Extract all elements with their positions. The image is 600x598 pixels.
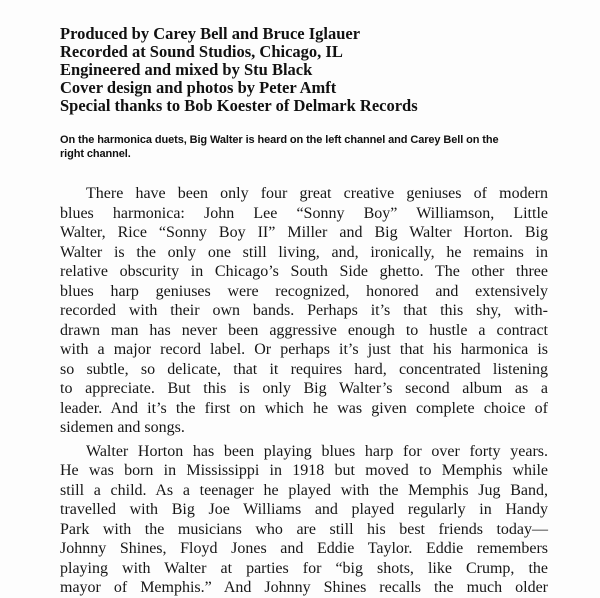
essay-paragraph-1 <box>60 184 548 438</box>
essay-line: Walter, Rice “Sonny Boy II” Miller and Big Walter Horton. Big <box>60 224 548 241</box>
essay-line: drawn man has never been aggressive enough to hustle a contract <box>60 321 548 339</box>
essay-line: Johnny Shines, Floyd Jones and Eddie Taylor. Eddie remembers <box>60 540 548 557</box>
essay-paragraph-2 <box>60 442 548 598</box>
essay-line: Walter is the only one still living, and, ironically, he remains in <box>60 243 548 261</box>
credit-recording-studio: Recorded at Sound Studios, Chicago, IL <box>60 42 343 61</box>
essay-line: sidemen and songs. <box>60 419 185 436</box>
credit-producer: Produced by Carey Bell and Bruce Iglauer <box>60 24 361 43</box>
essay-line: to appreciate. But this is only Big Walter’s second album as a <box>60 380 548 397</box>
essay-line: still a child. As a teenager he played with the Memphis Jug Band, <box>60 481 548 499</box>
channel-note-line-1: On the harmonica duets, Big Walter is heard on the left channel and Carey Bell on the <box>60 134 499 146</box>
credit-engineer: Engineered and mixed by Stu Black <box>60 60 313 79</box>
essay-line: Park with the musicians who are still his best friends today— <box>60 520 548 538</box>
essay-line: blues harp geniuses were recognized, honored and extensively <box>60 282 548 300</box>
essay-line: relative obscurity in Chicago’s South Side ghetto. The other three <box>60 263 548 280</box>
essay-line: recorded with their own bands. Perhaps it’s that this shy, with- <box>60 302 548 319</box>
essay-line: leader. And it’s the first on which he was given complete choice of <box>60 399 548 417</box>
credit-special-thanks: Special thanks to Bob Koester of Delmark Records <box>60 96 418 115</box>
essay-line: mayor of Memphis.” And Johnny Shines recalls the much older <box>60 579 548 596</box>
credits-list <box>60 25 580 115</box>
essay-line: so subtle, so delicate, that it requires hard, concentrated listening <box>60 360 548 378</box>
channel-note-line-2: right channel. <box>60 147 131 160</box>
essay-line: He was born in Mississippi in 1918 but moved to Memphis while <box>60 462 548 479</box>
credit-cover-design: Cover design and photos by Peter Amft <box>60 78 337 97</box>
essay-line: with a major record label. Or perhaps it’s just that his harmonica is <box>60 341 548 358</box>
essay-line: playing with Walter at parties for “big shots, like Crump, the <box>60 559 548 577</box>
essay-line: Walter Horton has been playing blues harp for over forty years. <box>86 442 548 460</box>
essay-line: There have been only four great creative geniuses of modern <box>86 185 548 202</box>
essay-line: travelled with Big Joe Williams and played regularly in Handy <box>60 501 548 518</box>
essay-line: blues harmonica: John Lee “Sonny Boy” Williamson, Little <box>60 204 548 222</box>
essay-body <box>60 184 548 598</box>
channel-note <box>60 134 560 161</box>
